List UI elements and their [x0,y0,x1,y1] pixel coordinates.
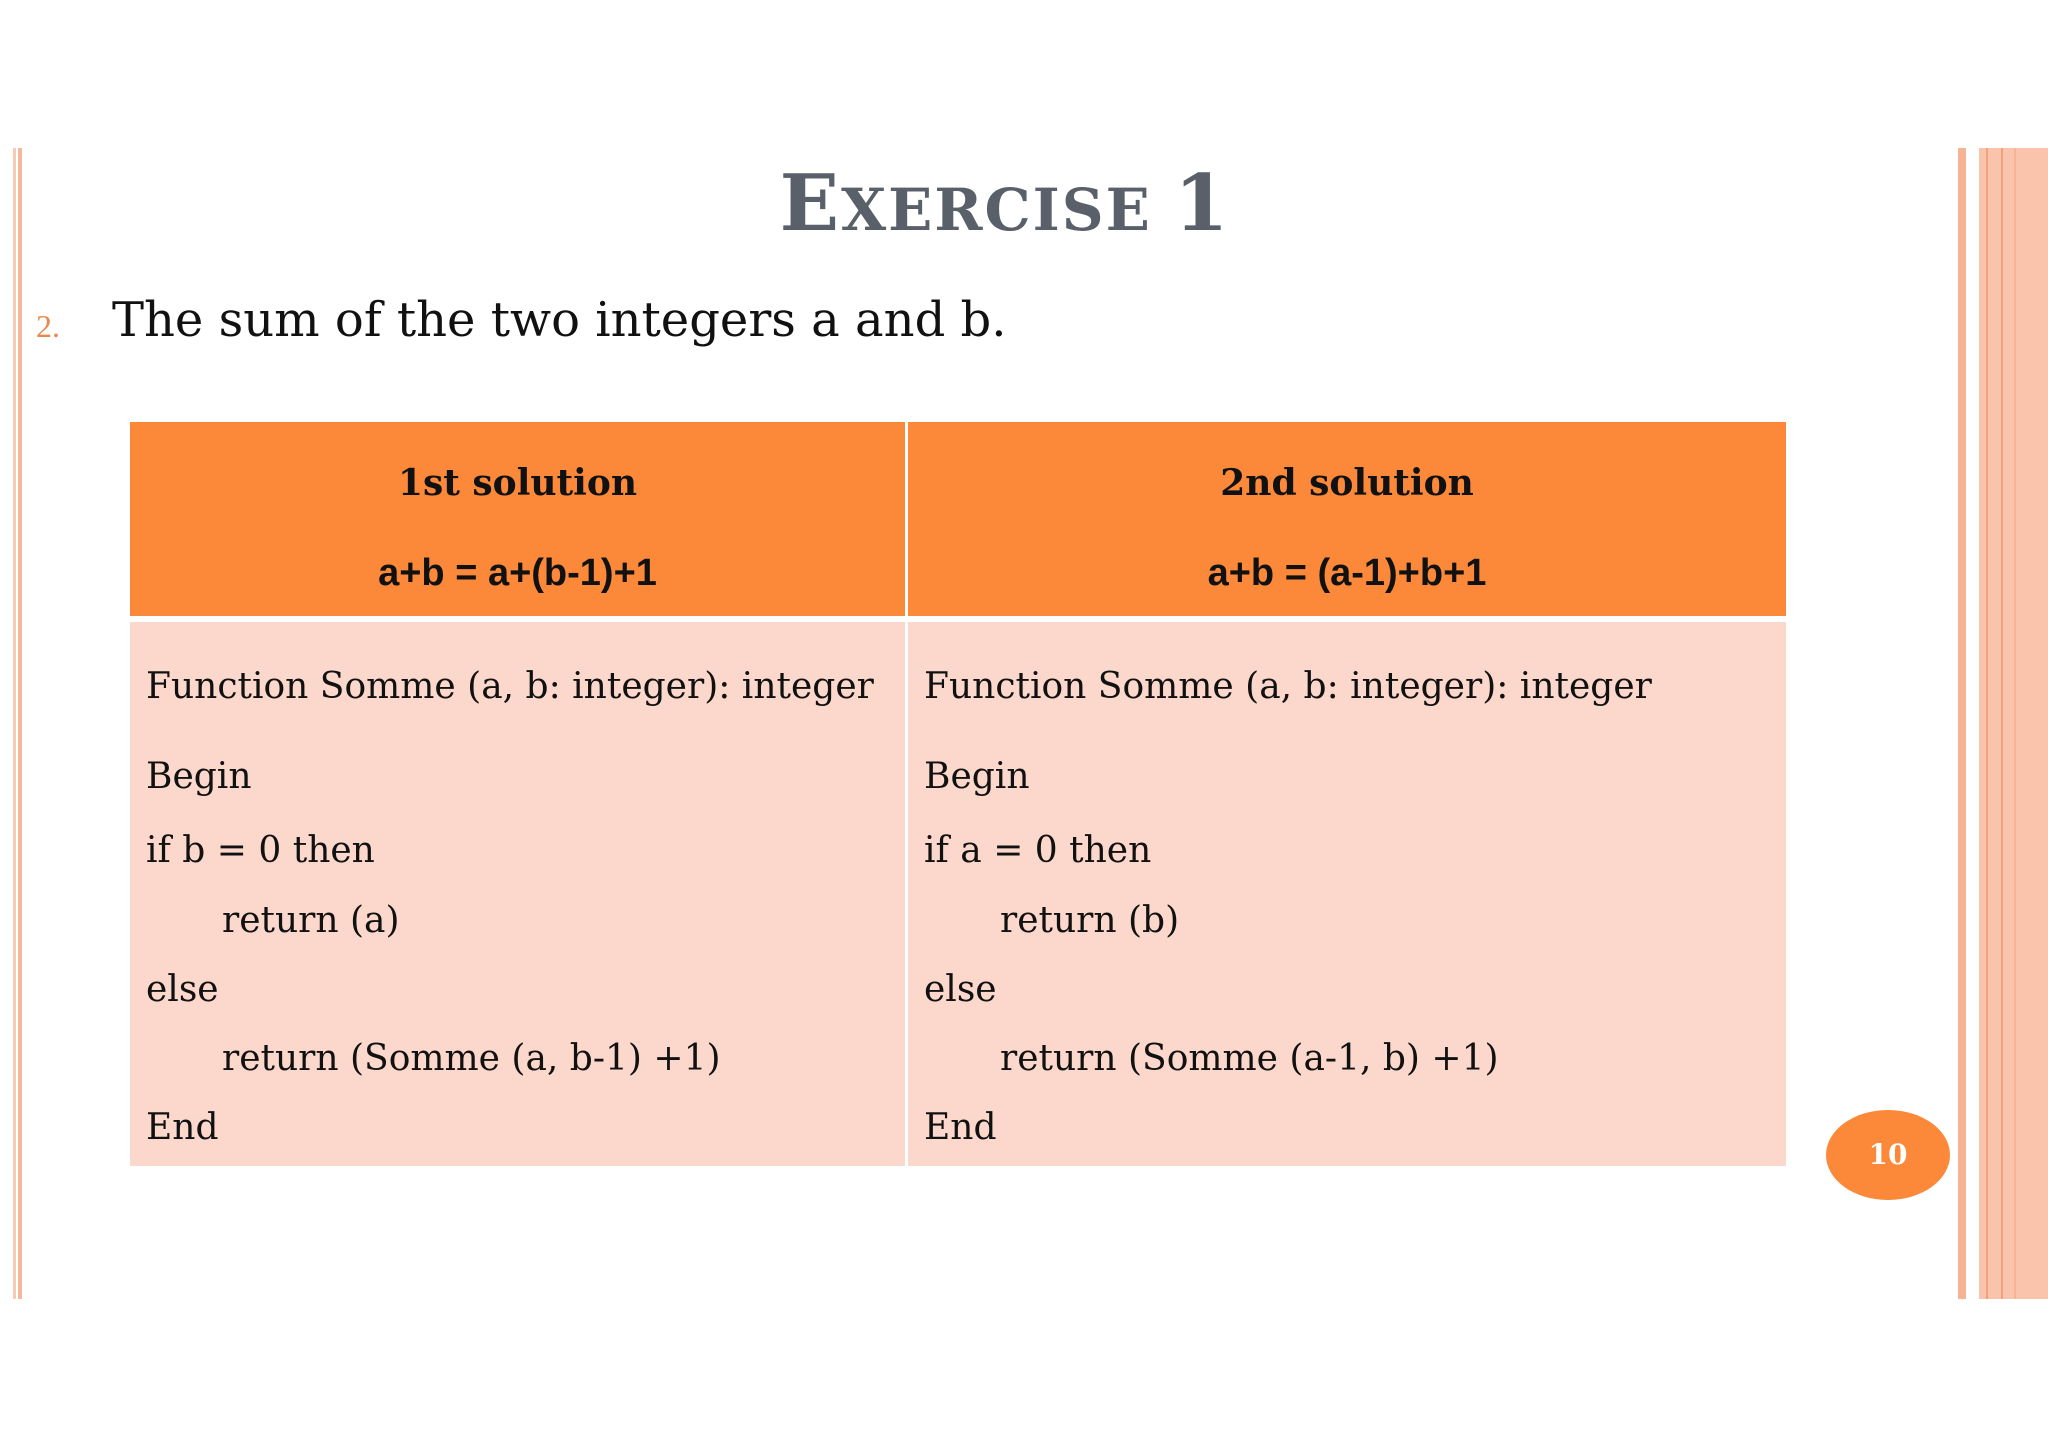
solutions-table [130,422,1786,1166]
column-header [130,422,905,616]
right-decorative-line [1986,148,1988,1299]
code-cell [130,622,905,1166]
right-decorative-line [2001,148,2003,1299]
code-line: else [146,969,219,1010]
code-line: return (a) [222,900,400,941]
header-label: 1st solution [397,462,638,504]
code-line: Function Somme (a, b: integer): integer [146,666,874,707]
slide-title [0,158,2010,249]
code-line: End [146,1107,219,1148]
title-number: 1 [1174,158,1231,249]
code-line: Function Somme (a, b: integer): integer [924,666,1652,707]
left-decorative-bar-inner [18,148,22,1299]
solution-column-2 [908,422,1786,1166]
header-formula: a+b = (a-1)+b+1 [1207,552,1487,594]
left-decorative-bar [13,148,16,1299]
code-line: return (Somme (a-1, b) +1) [1000,1038,1499,1079]
code-cell [908,622,1786,1166]
code-line: return (Somme (a, b-1) +1) [222,1038,721,1079]
list-item-text: The sum of the two integers a and b. [112,292,1007,348]
header-formula: a+b = a+(b-1)+1 [378,552,657,594]
solution-column-1 [130,422,905,1166]
title-initial: E [779,158,842,249]
code-line: if b = 0 then [146,830,375,871]
code-line: else [924,969,997,1010]
page-number-badge: 10 [1826,1110,1950,1200]
code-line: return (b) [1000,900,1180,941]
column-header [908,422,1786,616]
code-line: Begin [146,756,252,797]
header-label: 2nd solution [1220,462,1474,504]
code-line: if a = 0 then [924,830,1152,871]
right-decorative-bar-thin [1958,148,1966,1299]
list-item-number: 2. [36,308,60,344]
code-line: End [924,1107,997,1148]
right-decorative-line [2014,148,2016,1299]
code-line: Begin [924,756,1030,797]
title-rest: XERCISE [841,176,1152,244]
